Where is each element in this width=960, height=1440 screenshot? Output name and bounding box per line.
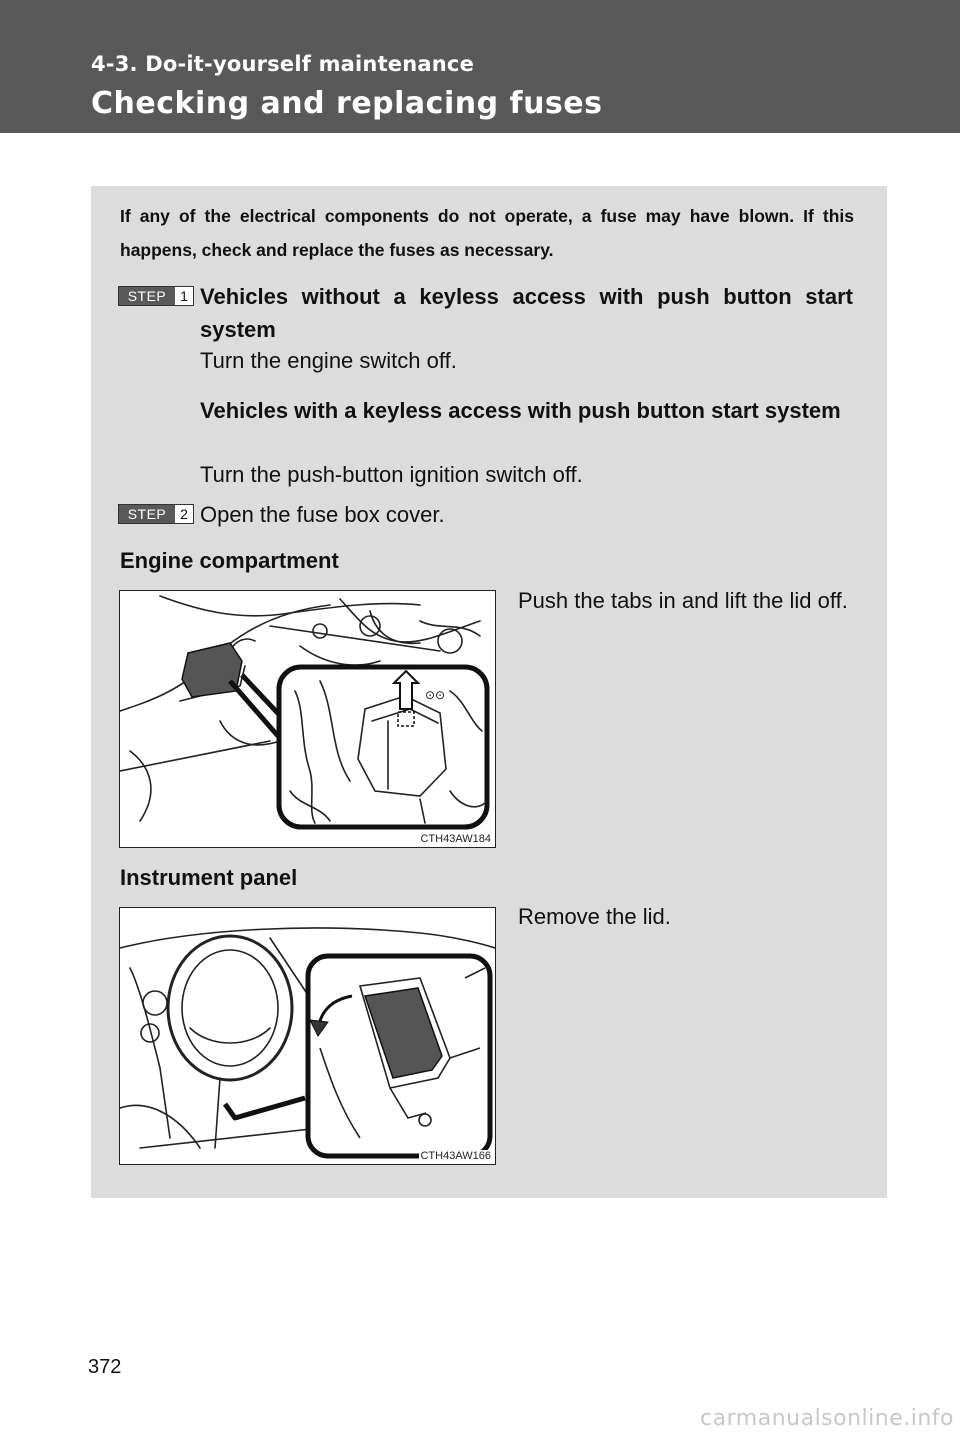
page-title: Checking and replacing fuses: [91, 86, 603, 121]
step-1-case-b-title: Vehicles with a keyless access with push button start system: [200, 398, 841, 423]
step-badge-number: 2: [180, 506, 188, 522]
step-2-text: Open the fuse box cover.: [200, 502, 445, 527]
step-badge-number: 1: [180, 288, 188, 304]
engine-fuse-box-illustration: [119, 590, 496, 848]
engine-bay-drawing: [120, 591, 495, 847]
step-1-badge: [118, 286, 194, 306]
step-2-badge: [118, 504, 194, 524]
step-1-case-b-text: Turn the push-button ignition switch off.: [200, 462, 583, 487]
instrument-panel-fuse-illustration: [119, 907, 496, 1165]
section-label: 4-3. Do-it-yourself maintenance: [91, 52, 475, 76]
page-header: [0, 0, 960, 133]
step-badge-word: STEP: [119, 505, 175, 523]
engine-instruction: Push the tabs in and lift the lid off.: [518, 588, 848, 613]
intro-text: If any of the electrical components do not operate, a fuse may have blown. If this happens, check and replace the fuses as necessary.: [120, 206, 854, 260]
watermark: carmanualsonline.info: [700, 1406, 954, 1431]
step-badge-word: STEP: [119, 287, 175, 305]
page-number: 372: [88, 1356, 122, 1378]
step-1-case-a-text: Turn the engine switch off.: [200, 348, 457, 373]
instrument-panel-instruction: Remove the lid.: [518, 904, 671, 929]
step-1-case-a-title: Vehicles without a keyless access with push button start system: [200, 284, 853, 342]
instrument-panel-heading: Instrument panel: [120, 865, 298, 890]
figure-code: CTH43AW166: [420, 1150, 491, 1162]
svg-text:⊙⊙: ⊙⊙: [425, 688, 446, 702]
figure-code: CTH43AW184: [420, 833, 491, 845]
engine-compartment-heading: Engine compartment: [120, 548, 339, 573]
dashboard-drawing: [120, 908, 495, 1164]
